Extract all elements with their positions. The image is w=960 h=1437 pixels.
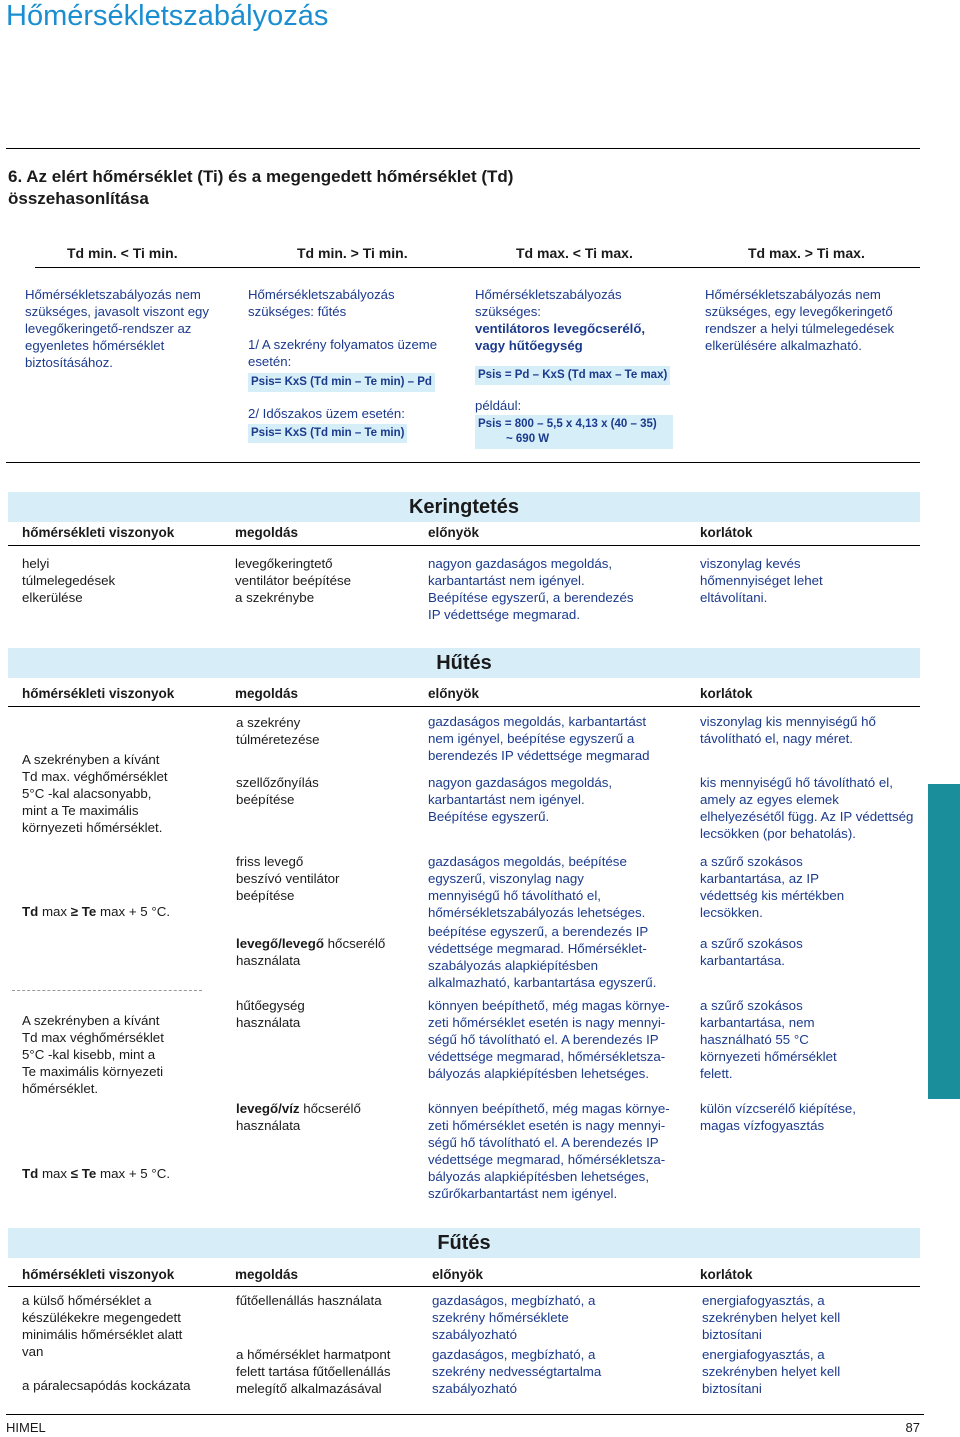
- col2-case1-line1: 1/ A szekrény folyamatos üzeme: [248, 337, 438, 352]
- col3-example-label: például:: [475, 398, 522, 413]
- text-line: IP védettsége megmarad.: [428, 607, 581, 622]
- text-line: gazdaságos, megbízható, a: [432, 1293, 596, 1308]
- hutes-colhead-advantages: előnyök: [428, 686, 480, 701]
- hutes-title: Hűtés: [436, 652, 492, 674]
- comparison-header-4: Td max. > Ti max.: [748, 245, 865, 261]
- text-line: amely az egyes elemek: [700, 792, 839, 807]
- futes-row1-solution: [236, 1292, 382, 1309]
- text-line: helyi: [22, 556, 50, 571]
- hutes-row4-limits: [700, 935, 803, 969]
- text-line: hőmennyiséget lehet: [700, 573, 823, 588]
- futes-row2-solution: [236, 1346, 391, 1397]
- hutes-row5-limits: [700, 997, 837, 1082]
- text-line: felett.: [700, 1066, 733, 1081]
- text-line: környezeti hőmérséklet.: [22, 820, 163, 835]
- text-line: zeti hőmérséklet esetén is nagy mennyi-: [428, 1015, 666, 1030]
- col2-intro1: Hőmérsékletszabályozás: [248, 287, 395, 302]
- text-line: a szűrő szokásos: [700, 854, 803, 869]
- col2-intro2: szükséges: fűtés: [248, 304, 347, 319]
- text-line: A szekrényben a kívánt: [22, 1013, 160, 1028]
- hutes-header-rule: [8, 706, 920, 707]
- page-title: Hőmérsékletszabályozás: [6, 0, 329, 32]
- solution-rest: hőcserélő: [299, 1101, 361, 1116]
- text-line: szabályozható: [432, 1327, 518, 1342]
- comparison-col-3: [475, 286, 695, 449]
- keringtetes-conditions: [22, 555, 115, 606]
- keringtetes-advantages: [428, 555, 634, 623]
- formula-cooling: Psis = Pd – KxS (Td max – Te max): [475, 366, 670, 385]
- hutes-colhead-conditions: hőmérsékleti viszonyok: [22, 686, 175, 701]
- comparison-col-1: Hőmérsékletszabályozás nem szükséges, javasolt viszont egy levegőkeringető-rendszer az egyenletes hőmérséklet biztosításához.: [25, 287, 209, 370]
- hutes-row3-advantages: [428, 853, 645, 921]
- text-line: Td max véghőmérséklet: [22, 1030, 164, 1045]
- text-line: túlmelegedések: [22, 573, 116, 588]
- text-line: mennyiségű hő távolítható el,: [428, 888, 601, 903]
- title-rule: [6, 148, 920, 149]
- le-symbol: ≤: [70, 1166, 79, 1181]
- text-line: ségű hő távolítható el. A berendezés IP: [428, 1135, 659, 1150]
- text-line: karbantartása, az IP: [700, 871, 819, 886]
- text-line: szellőzőnyílás: [236, 775, 319, 790]
- text-line: szabályozható: [432, 1381, 518, 1396]
- hutes-row5-solution: [236, 997, 305, 1031]
- section-band-hutes: [8, 648, 920, 678]
- text-line: 5°C -kal alacsonyabb,: [22, 786, 152, 801]
- text-line: friss levegő: [236, 854, 304, 869]
- text-line: A szekrényben a kívánt: [22, 752, 160, 767]
- comparison-header-1: Td min. < Ti min.: [67, 245, 178, 261]
- text-line: gazdaságos megoldás, beépítése: [428, 854, 627, 869]
- hutes-row4-solution: [236, 935, 385, 969]
- text-line: berendezés IP védettsége megmarad: [428, 748, 650, 763]
- text-line: gazdaságos, megbízható, a: [432, 1347, 596, 1362]
- text-line: a hőmérséklet harmatpont: [236, 1347, 391, 1362]
- text-line: környezeti hőmérséklet: [700, 1049, 837, 1064]
- text-line: hőmérséklet.: [22, 1081, 99, 1096]
- text-line: ventilátor beépítése: [235, 573, 352, 588]
- hutes-condition-4: [22, 1165, 170, 1182]
- comparison-col-4: Hőmérsékletszabályozás nem szükséges, egy levegőkeringető rendszer a helyi túlmelegedések elkerülésére alkalmazható.: [705, 287, 895, 353]
- hutes-condition-1: [22, 751, 168, 836]
- text-line: beszívó ventilátor: [236, 871, 340, 886]
- formula-example-line1: Psis = 800 – 5,5 x 4,13 x (40 – 35): [478, 418, 657, 430]
- text-line: fűtőellenállás használata: [236, 1293, 382, 1308]
- futes-colhead-conditions: hőmérsékleti viszonyok: [22, 1267, 175, 1282]
- futes-row1-limits: [702, 1292, 840, 1343]
- formula-example-line2: ~ 690 W: [506, 433, 550, 445]
- text-line: ségű hő távolítható el. A berendezés IP: [428, 1032, 659, 1047]
- keringtetes-solution: [235, 555, 351, 606]
- futes-title: Fűtés: [437, 1232, 491, 1254]
- footer-page-number: 87: [905, 1420, 920, 1435]
- section-band-keringtetes: [8, 492, 920, 522]
- te-label: Te: [81, 1166, 97, 1181]
- hutes-row1-advantages: [428, 713, 650, 764]
- section-band-futes: [8, 1228, 920, 1258]
- hutes-row1-limits: [700, 713, 876, 747]
- col3-bold1: ventilátoros levegőcserélő,: [475, 321, 646, 336]
- text-line: van: [22, 1344, 44, 1359]
- col3-bold2: vagy hűtőegység: [475, 338, 583, 353]
- hutes-colhead-solution: megoldás: [235, 686, 299, 701]
- comparison-col-2: [248, 286, 463, 443]
- hutes-row5-advantages: [428, 997, 670, 1082]
- text-line: beépítése: [236, 792, 295, 807]
- hutes-row3-solution: [236, 853, 339, 904]
- hutes-row4-advantages: [428, 923, 656, 991]
- text-line: védettsége megmarad, hőmérsékletsza-: [428, 1152, 666, 1167]
- text-line: szekrényben helyet kell: [702, 1364, 841, 1379]
- text-line: szabályozás alapkiépítésben: [428, 958, 599, 973]
- comparison-header-3: Td max. < Ti max.: [516, 245, 633, 261]
- futes-row2-advantages: [432, 1346, 601, 1397]
- hutes-row2-solution: [236, 774, 319, 808]
- text-line: nem igényel, beépítése egyszerű a: [428, 731, 635, 746]
- keringtetes-colhead-solution: megoldás: [235, 525, 299, 540]
- text-line: szűrőkarbantartást nem igényel.: [428, 1186, 618, 1201]
- section-heading: 6. Az elért hőmérséklet (Ti) és a megengedett hőmérséklet (Td) összehasonlítása: [8, 167, 514, 208]
- hutes-row6-limits: [700, 1100, 856, 1134]
- hutes-row2-limits: [700, 774, 913, 842]
- text-line: karbantartást nem igényel.: [428, 792, 585, 807]
- text-line: szekrény hőmérséklete: [432, 1310, 569, 1325]
- formula-periodic: Psis= KxS (Td min – Te min): [248, 424, 407, 443]
- text-line: külön vízcserélő kiépítése,: [700, 1101, 856, 1116]
- te-label: Te: [81, 904, 97, 919]
- text-line: gazdaságos megoldás, karbantartást: [428, 714, 647, 729]
- futes-header-rule: [8, 1286, 920, 1287]
- text-line: alkalmazható, karbantartása egyszerű.: [428, 975, 657, 990]
- text-line: viszonylag kis mennyiségű hő: [700, 714, 876, 729]
- max-label: max: [41, 1166, 68, 1181]
- text-line: könnyen beépíthető, még magas környe-: [428, 998, 670, 1013]
- text-line: védettsége megmarad. Hőmérséklet-: [428, 941, 647, 956]
- text-line: szekrényben helyet kell: [702, 1310, 841, 1325]
- solution-rest: hőcserélő: [323, 936, 386, 951]
- text-line: a szűrő szokásos: [700, 998, 803, 1013]
- text-line: szekrény nedvességtartalma: [432, 1364, 602, 1379]
- hutes-row1-solution: [236, 714, 320, 748]
- comparison-header-rule: [35, 267, 920, 268]
- text-line: beépítése: [236, 888, 295, 903]
- futes-colhead-solution: megoldás: [235, 1267, 299, 1282]
- hutes-row6-solution: [236, 1100, 361, 1134]
- comparison-header-2: Td min. > Ti min.: [297, 245, 408, 261]
- col2-case2: 2/ Időszakos üzem esetén:: [248, 406, 405, 421]
- text-line: lecsökken.: [700, 905, 763, 920]
- text-line: készülékekre megengedett: [22, 1310, 181, 1325]
- text-line: karbantartása, nem: [700, 1015, 815, 1030]
- text-line: beépítése egyszerű, a berendezés IP: [428, 924, 649, 939]
- text-line: biztosítani: [702, 1381, 762, 1396]
- text-line: karbantartást nem igényel.: [428, 573, 585, 588]
- footer-rule: [6, 1414, 924, 1415]
- text-line: védettsége megmarad, hőmérsékletsza-: [428, 1049, 666, 1064]
- text-line: lecsökken (por behatolás).: [700, 826, 856, 841]
- text-line: hűtőegység: [236, 998, 305, 1013]
- col3-intro1: Hőmérsékletszabályozás: [475, 287, 622, 302]
- text-line: használata: [236, 1118, 301, 1133]
- hutes-row3-limits: [700, 853, 844, 921]
- col2-case1-line2: esetén:: [248, 354, 292, 369]
- futes-row2-limits: [702, 1346, 840, 1397]
- text-line: energiafogyasztás, a: [702, 1347, 825, 1362]
- text-line: túlméretezése: [236, 732, 320, 747]
- text-line: hőmérsékletszabályozás lehetséges.: [428, 905, 646, 920]
- text-line: mint a Te maximális: [22, 803, 139, 818]
- text-line: viszonylag kevés: [700, 556, 801, 571]
- td-label: Td: [22, 904, 39, 919]
- text-line: nagyon gazdaságos megoldás,: [428, 556, 613, 571]
- text-line: Beépítése egyszerű, a berendezés: [428, 590, 634, 605]
- text-line: kis mennyiségű hő távolítható el,: [700, 775, 893, 790]
- text-line: 5°C -kal kisebb, mint a: [22, 1047, 156, 1062]
- keringtetes-colhead-conditions: hőmérsékleti viszonyok: [22, 525, 175, 540]
- max-plus-label: max + 5 °C.: [100, 1166, 171, 1181]
- col3-intro2: szükséges:: [475, 304, 541, 319]
- text-line: használható 55 °C: [700, 1032, 809, 1047]
- footer-brand: HIMEL: [6, 1420, 46, 1435]
- text-line: egyszerű, viszonylag nagy: [428, 871, 584, 886]
- max-label: max: [41, 904, 68, 919]
- text-line: nagyon gazdaságos megoldás,: [428, 775, 613, 790]
- text-line: Td max. véghőmérséklet: [22, 769, 168, 784]
- hutes-colhead-limits: korlátok: [700, 686, 753, 701]
- keringtetes-header-rule: [8, 545, 920, 546]
- side-tab: [928, 784, 960, 1099]
- text-line: eltávolítani.: [700, 590, 768, 605]
- keringtetes-limits: [700, 555, 823, 606]
- text-line: levegőkeringtető: [235, 556, 333, 571]
- text-line: használata: [236, 1015, 301, 1030]
- td-label: Td: [22, 1166, 39, 1181]
- text-line: magas vízfogyasztás: [700, 1118, 825, 1133]
- text-line: a külső hőmérséklet a: [22, 1293, 152, 1308]
- comparison-bottom-rule: [6, 462, 920, 463]
- text-line: karbantartása.: [700, 953, 786, 968]
- ge-symbol: ≥: [70, 904, 79, 919]
- hutes-condition-3: [22, 1012, 164, 1097]
- futes-row1-advantages: [432, 1292, 595, 1343]
- hutes-condition-divider: [12, 990, 202, 991]
- solution-bold: levegő/levegő: [236, 936, 324, 951]
- max-plus-label: max + 5 °C.: [100, 904, 171, 919]
- futes-colhead-limits: korlátok: [700, 1267, 753, 1282]
- text-line: elhelyezésétől függ. Az IP védettség: [700, 809, 914, 824]
- text-line: melegítő alkalmazásával: [236, 1381, 382, 1396]
- hutes-condition-2: [22, 903, 170, 920]
- futes-colhead-advantages: előnyök: [432, 1267, 484, 1282]
- text-line: energiafogyasztás, a: [702, 1293, 825, 1308]
- hutes-row6-advantages: [428, 1100, 670, 1202]
- text-line: használata: [236, 953, 301, 968]
- text-line: Te maximális környezeti: [22, 1064, 164, 1079]
- text-line: minimális hőmérséklet alatt: [22, 1327, 183, 1342]
- hutes-row2-advantages: [428, 774, 612, 825]
- text-line: a szekrény: [236, 715, 301, 730]
- text-line: könnyen beépíthető, még magas környe-: [428, 1101, 670, 1116]
- text-line: a szűrő szokásos: [700, 936, 803, 951]
- futes-condition-2: a páralecsapódás kockázata: [22, 1378, 191, 1393]
- formula-example: [475, 415, 673, 449]
- text-line: biztosítani: [702, 1327, 762, 1342]
- text-line: bályozás alapkiépítésben lehetséges.: [428, 1066, 650, 1081]
- text-line: védettség kis mértékben: [700, 888, 845, 903]
- keringtetes-colhead-advantages: előnyök: [428, 525, 480, 540]
- keringtetes-title: Keringtetés: [408, 496, 520, 518]
- text-line: felett tartása fűtőellenállás: [236, 1364, 391, 1379]
- keringtetes-colhead-limits: korlátok: [700, 525, 753, 540]
- text-line: elkerülése: [22, 590, 83, 605]
- text-line: a szekrénybe: [235, 590, 315, 605]
- text-line: bályozás alapkiépítésben lehetséges,: [428, 1169, 650, 1184]
- solution-bold: levegő/víz: [236, 1101, 300, 1116]
- formula-continuous: Psis= KxS (Td min – Te min) – Pd: [248, 373, 435, 392]
- text-line: Beépítése egyszerű.: [428, 809, 550, 824]
- text-line: zeti hőmérséklet esetén is nagy mennyi-: [428, 1118, 666, 1133]
- text-line: távolítható el, nagy méret.: [700, 731, 853, 746]
- futes-condition: [22, 1292, 182, 1360]
